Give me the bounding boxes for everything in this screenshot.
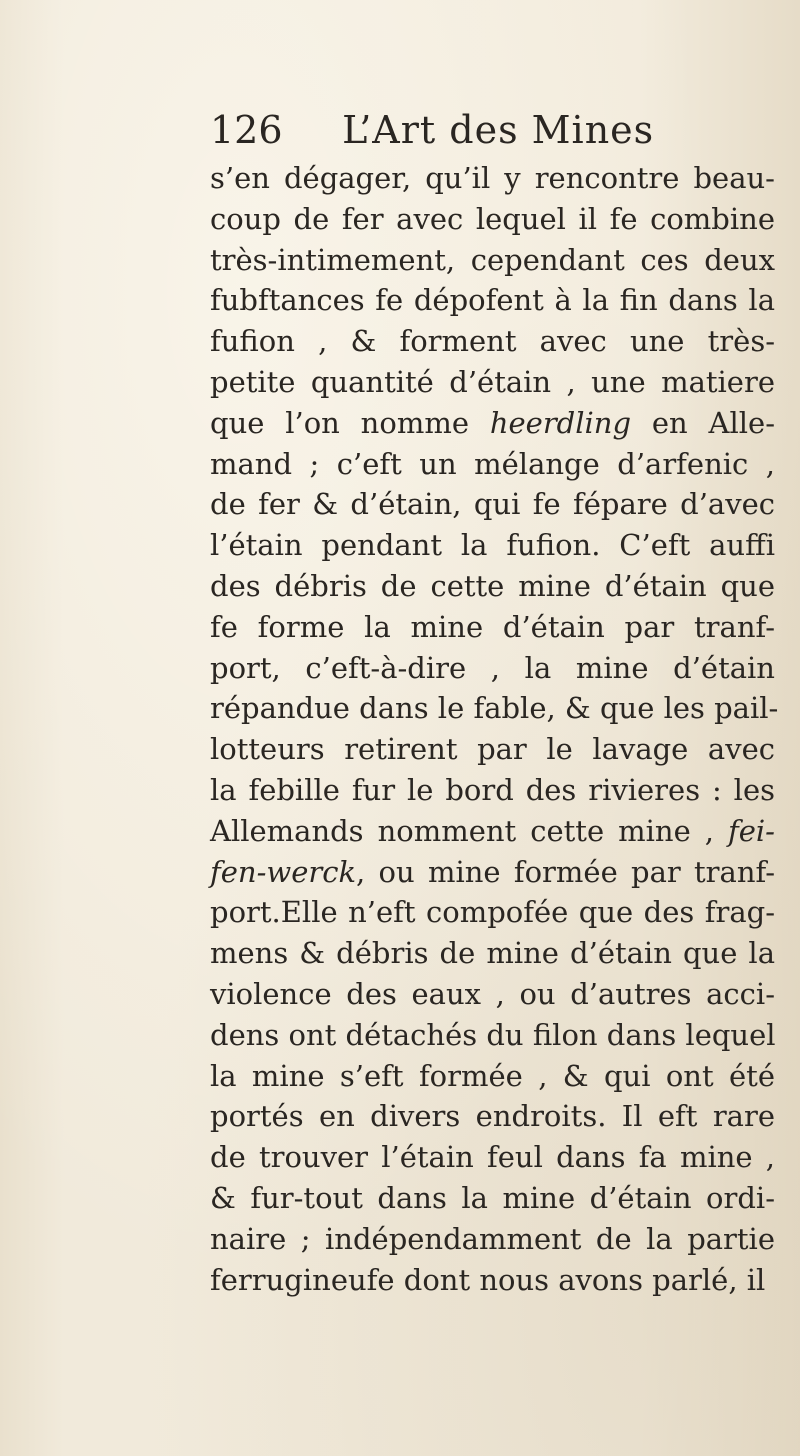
- text-segment: la febille fur le bord des rivieres : les: [210, 772, 775, 807]
- text-segment: port, c’eft-à-dire , la mine d’étain: [210, 650, 775, 685]
- text-segment: fubftances fe dépofent à la fin dans la: [210, 283, 775, 318]
- text-segment: la mine s’eft formée , & qui ont été: [210, 1058, 775, 1093]
- text-segment: naire ; indépendamment de la partie: [210, 1221, 775, 1256]
- text-segment: dens ont détachés du filon dans lequel: [210, 1017, 776, 1052]
- text-segment: , ou mine formée par tranf-: [356, 854, 775, 889]
- text-line: [210, 362, 775, 403]
- text-segment: répandue dans le fable, & que les pail-: [210, 691, 779, 726]
- text-segment: lotteurs retirent par le lavage avec: [210, 732, 775, 767]
- text-segment: portés en divers endroits. Il eft rare: [210, 1099, 775, 1134]
- running-title: L’Art des Mines: [342, 108, 655, 152]
- text-line: [210, 1056, 775, 1097]
- text-line: [210, 484, 775, 525]
- text-segment: petite quantité d’étain , une matiere: [210, 364, 775, 399]
- text-segment: très-intimement, cependant ces deux: [210, 242, 775, 277]
- text-line: [210, 525, 775, 566]
- text-segment: fufion , & forment avec une très-: [210, 324, 775, 359]
- text-line: [210, 1260, 775, 1301]
- text-segment: des débris de cette mine d’étain que: [210, 568, 775, 603]
- body-text: [210, 158, 779, 1300]
- text-line: [210, 852, 775, 893]
- text-segment: & fur-tout dans la mine d’étain ordi-: [210, 1180, 775, 1215]
- text-segment: coup de fer avec lequel il fe combine: [210, 201, 775, 236]
- text-line: [210, 770, 775, 811]
- text-line: [210, 321, 775, 362]
- running-head: [210, 100, 730, 160]
- text-line: [210, 933, 775, 974]
- text-line: [210, 566, 775, 607]
- text-line: [210, 688, 779, 729]
- text-line: [210, 1219, 775, 1260]
- text-segment: port.Elle n’eft compofée que des frag-: [210, 895, 775, 930]
- italic-term: heerdling: [489, 405, 632, 440]
- text-line: [210, 199, 775, 240]
- text-segment: mand ; c’eft un mélange d’arfenic ,: [210, 446, 775, 481]
- text-line: [210, 1137, 775, 1178]
- text-segment: mens & débris de mine d’étain que la: [210, 936, 775, 971]
- text-segment: fe forme la mine d’étain par tranf-: [210, 609, 775, 644]
- italic-term: fei-: [728, 813, 775, 848]
- text-line: [210, 648, 775, 689]
- text-line: [210, 1178, 775, 1219]
- text-line: [210, 974, 775, 1015]
- text-line: [210, 729, 775, 770]
- text-line: [210, 1096, 775, 1137]
- text-segment: que l’on nomme: [210, 405, 490, 440]
- text-line: [210, 240, 775, 281]
- text-line: [210, 403, 775, 444]
- text-segment: Allemands nomment cette mine ,: [210, 813, 729, 848]
- text-segment: l’étain pendant la fufion. C’eft auffi: [210, 528, 775, 563]
- text-line: [210, 1015, 775, 1056]
- text-line: [210, 158, 775, 199]
- italic-term: fen-werck: [210, 854, 357, 889]
- text-segment: ferrugineufe dont nous avons parlé, il: [210, 1262, 766, 1297]
- text-segment: de fer & d’étain, qui fe fépare d’avec: [210, 487, 775, 522]
- text-line: [210, 892, 775, 933]
- text-segment: de trouver l’étain feul dans fa mine ,: [210, 1140, 775, 1175]
- text-segment: en Alle-: [631, 405, 775, 440]
- text-line: [210, 607, 775, 648]
- text-segment: s’en dégager, qu’il y rencontre beau-: [210, 161, 775, 195]
- text-line: [210, 280, 775, 321]
- text-line: [210, 811, 775, 852]
- text-line: [210, 444, 775, 485]
- page-number: 126: [210, 108, 283, 152]
- text-segment: violence des eaux , ou d’autres acci-: [210, 976, 775, 1011]
